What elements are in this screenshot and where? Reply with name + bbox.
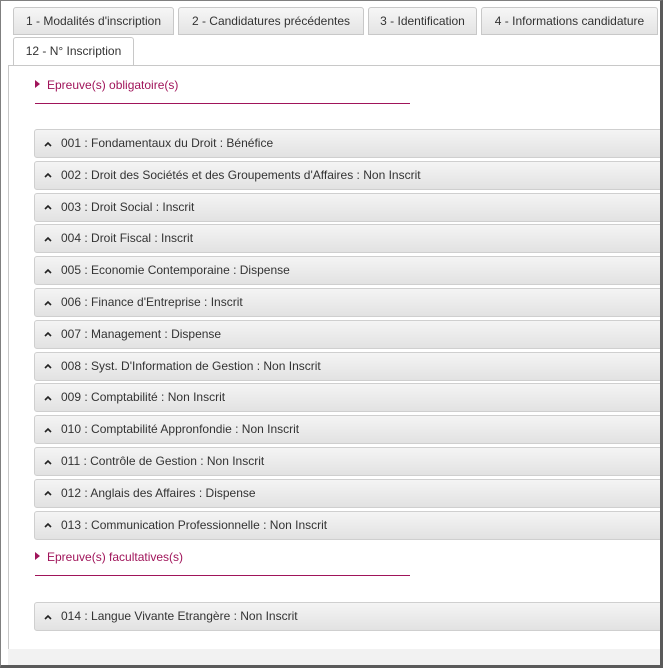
tab-identification[interactable]: 3 - Identification bbox=[368, 7, 477, 35]
exam-item-label: 014 : Langue Vivante Etrangère : Non Inscrit bbox=[61, 609, 298, 623]
exam-item[interactable] bbox=[34, 447, 663, 476]
exam-item[interactable] bbox=[34, 193, 663, 222]
chevron-up-icon[interactable] bbox=[35, 321, 61, 348]
exam-item-label: 010 : Comptabilité Appronfondie : Non Inscrit bbox=[61, 422, 300, 437]
exam-item[interactable] bbox=[34, 288, 663, 317]
chevron-up-icon[interactable] bbox=[35, 448, 61, 475]
chevron-up-icon[interactable] bbox=[35, 353, 61, 380]
exam-item[interactable] bbox=[34, 383, 663, 412]
exam-item-label: 004 : Droit Fiscal : Inscrit bbox=[61, 231, 194, 246]
exam-item-label: 006 : Finance d'Entreprise : Inscrit bbox=[61, 295, 243, 309]
exam-item[interactable] bbox=[34, 129, 663, 158]
exam-item[interactable] bbox=[34, 479, 663, 508]
exam-item[interactable] bbox=[34, 256, 663, 285]
triangle-right-icon bbox=[35, 552, 40, 560]
tab-bar bbox=[1, 1, 661, 66]
chevron-up-icon[interactable] bbox=[35, 512, 61, 539]
section-mandatory-divider bbox=[35, 103, 410, 104]
chevron-up-icon[interactable] bbox=[35, 225, 61, 252]
chevron-up-icon[interactable] bbox=[35, 289, 61, 316]
exam-item-label: 003 : Droit Social : Inscrit bbox=[61, 199, 195, 214]
exam-item[interactable] bbox=[34, 352, 663, 381]
chevron-up-icon[interactable] bbox=[35, 603, 61, 630]
chevron-up-icon[interactable] bbox=[35, 194, 61, 221]
chevron-up-icon[interactable] bbox=[35, 480, 61, 507]
tab-numero-inscription[interactable]: 12 - N° Inscription bbox=[13, 37, 134, 67]
section-optional-divider bbox=[35, 575, 410, 576]
exam-item-label: 012 : Anglais des Affaires : Dispense bbox=[61, 485, 256, 500]
exam-item-label: 005 : Economie Contemporaine : Dispense bbox=[61, 263, 290, 278]
exam-item[interactable] bbox=[34, 320, 663, 349]
exam-item[interactable] bbox=[34, 511, 663, 540]
section-mandatory-label: Epreuve(s) obligatoire(s) bbox=[47, 78, 179, 92]
section-mandatory-title[interactable] bbox=[35, 78, 178, 92]
section-optional-title[interactable] bbox=[35, 550, 183, 564]
tab-candidatures-precedentes[interactable]: 2 - Candidatures précédentes bbox=[178, 7, 364, 35]
chevron-up-icon[interactable] bbox=[35, 162, 61, 189]
exam-item-label: 009 : Comptabilité : Non Inscrit bbox=[61, 390, 226, 405]
panel-footer bbox=[8, 649, 663, 668]
exam-item-label: 013 : Communication Professionnelle : Non Inscrit bbox=[61, 517, 328, 532]
chevron-up-icon[interactable] bbox=[35, 384, 61, 411]
exam-item[interactable] bbox=[34, 161, 663, 190]
chevron-up-icon[interactable] bbox=[35, 130, 61, 157]
tab-panel bbox=[8, 65, 663, 665]
chevron-up-icon[interactable] bbox=[35, 257, 61, 284]
exam-item[interactable] bbox=[34, 602, 663, 631]
exam-item-label: 007 : Management : Dispense bbox=[61, 326, 222, 341]
exam-item-label: 008 : Syst. D'Information de Gestion : Non Inscrit bbox=[61, 358, 321, 373]
exam-item[interactable] bbox=[34, 415, 663, 444]
exam-item-label: 011 : Contrôle de Gestion : Non Inscrit bbox=[61, 454, 265, 468]
exam-item[interactable] bbox=[34, 224, 663, 253]
exam-item-label: 001 : Fondamentaux du Droit : Bénéfice bbox=[61, 136, 274, 150]
chevron-up-icon[interactable] bbox=[35, 416, 61, 443]
tab-modalites-inscription[interactable]: 1 - Modalités d'inscription bbox=[13, 7, 174, 35]
section-optional-label: Epreuve(s) facultatives(s) bbox=[47, 550, 184, 564]
triangle-right-icon bbox=[35, 80, 40, 88]
tab-informations-candidature[interactable]: 4 - Informations candidature bbox=[481, 7, 658, 35]
exam-item-label: 002 : Droit des Sociétés et des Groupements d'Affaires : Non Inscrit bbox=[61, 167, 421, 182]
